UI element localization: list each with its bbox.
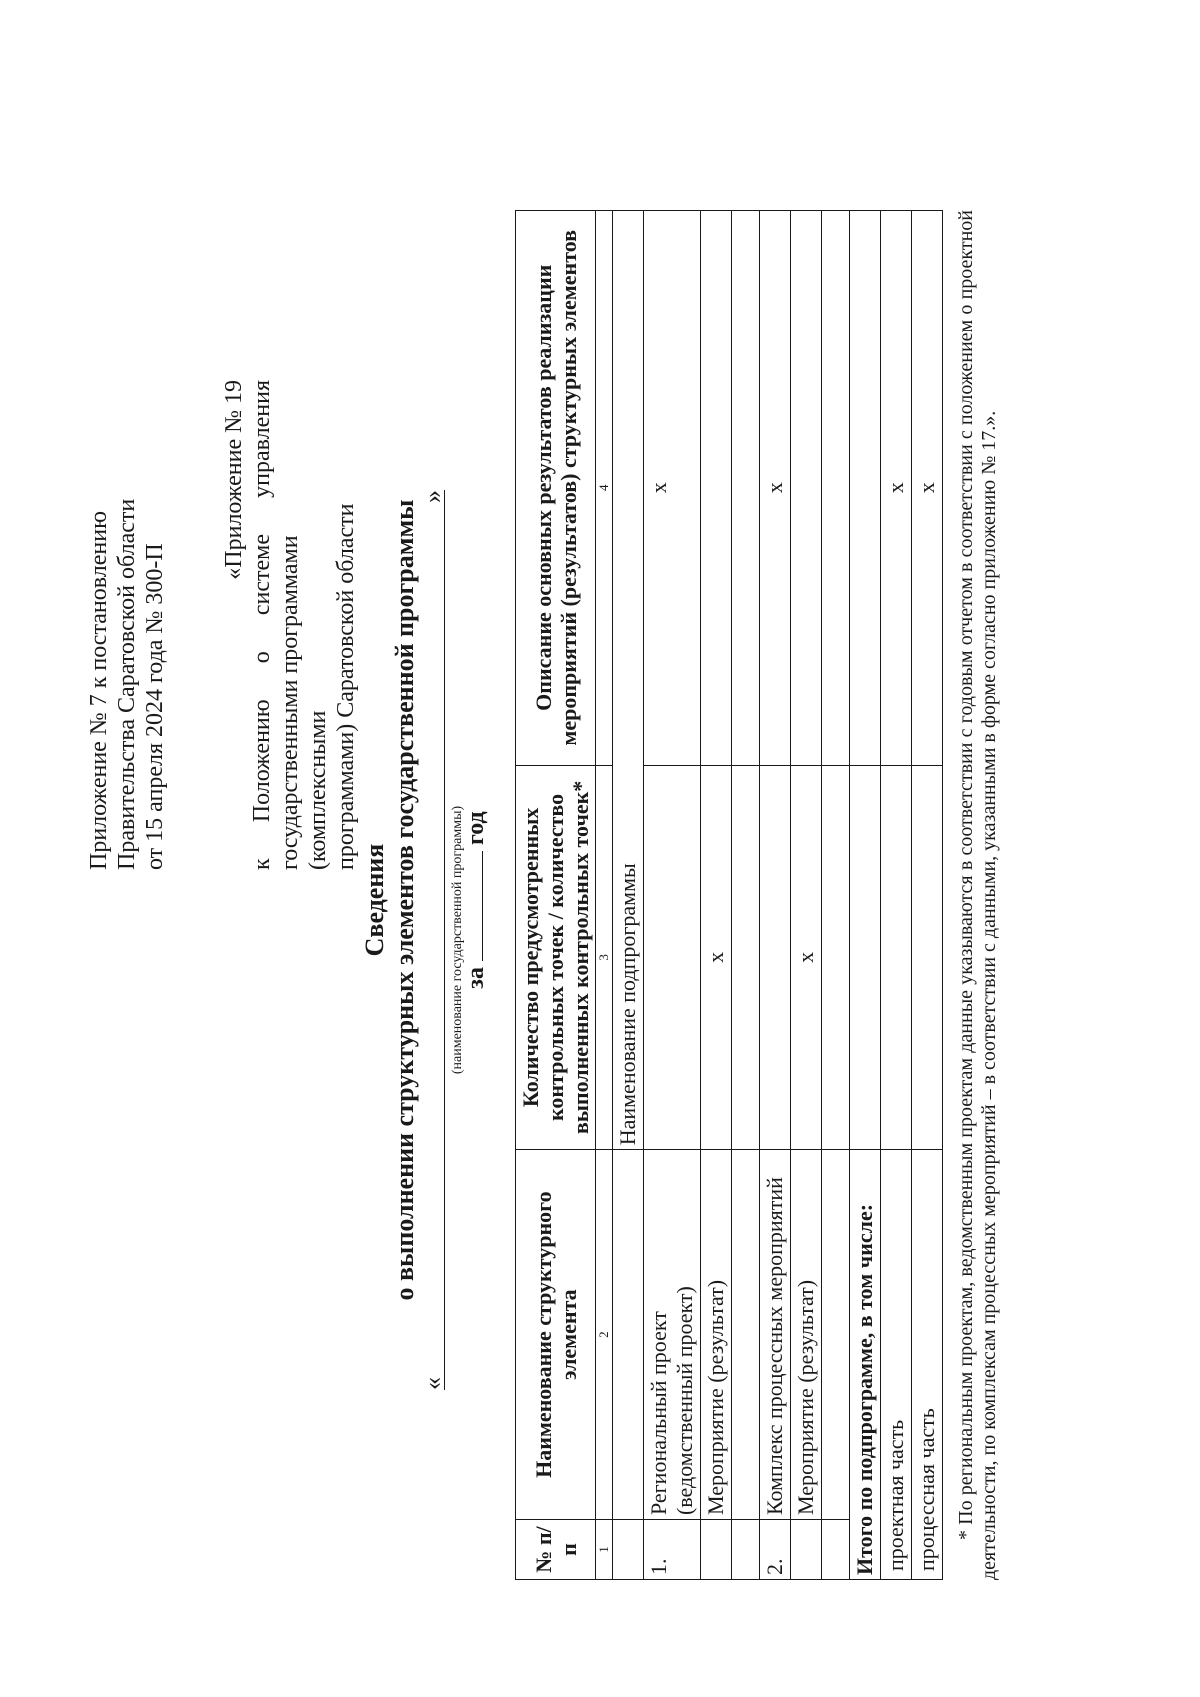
appendix-reference	[220, 380, 360, 870]
row-name: Мероприятие (результат)	[791, 1150, 822, 1520]
row-name: Мероприятие (результат)	[701, 1150, 732, 1520]
table-row	[791, 211, 822, 1580]
row-checkpoints: х	[791, 765, 822, 1150]
row-name: Региональный проект (ведомственный проект)	[644, 1150, 701, 1520]
quote-close: »	[418, 490, 447, 503]
table-row	[732, 211, 760, 1580]
row-checkpoints	[644, 765, 701, 1150]
appendix-ref-line-1: к Положению о системе управления	[249, 380, 275, 870]
for-label: за	[463, 967, 489, 989]
sub-row-results: х	[912, 211, 943, 766]
table-row	[760, 211, 791, 1580]
subprogram-label: Наименование подпрограммы	[613, 211, 644, 1150]
col-number-2: 2	[596, 1150, 613, 1520]
row-checkpoints: х	[701, 765, 732, 1150]
document-title	[360, 200, 420, 1600]
row-checkpoints	[732, 765, 760, 1150]
appendix-ref-line-2: государственными программами (комплексными	[277, 535, 331, 870]
appendix-ref-line-3: программами) Саратовской области	[333, 503, 359, 870]
header-name: Наименование структурного элемента	[516, 1150, 596, 1520]
resolution-reference	[85, 390, 169, 870]
row-name: Комплекс процессных мероприятий	[760, 1150, 791, 1520]
row-results: х	[760, 211, 791, 766]
row-checkpoints	[760, 765, 791, 1150]
structural-elements-table	[515, 210, 943, 1580]
table-row	[701, 211, 732, 1580]
sub-total-row	[912, 211, 943, 1580]
row-results	[822, 211, 850, 766]
rotated-page	[30, 80, 1130, 1600]
row-results	[791, 211, 822, 766]
header-num: № п/п	[516, 1520, 596, 1580]
col-number-4: 4	[596, 211, 613, 766]
row-results: х	[644, 211, 701, 766]
table-row	[644, 211, 701, 1580]
header-checkpoints: Количество предусмотренных контрольных точек / количество выполненных контрольных точек*	[516, 765, 596, 1150]
header-line-3: от 15 апреля 2024 года № 300-П	[142, 543, 168, 870]
footnote	[955, 210, 1001, 1580]
row-num	[822, 1520, 850, 1580]
col-number-1: 1	[596, 1520, 613, 1580]
title-line-2: о выполнении структурных элементов государственной программы	[390, 499, 419, 1301]
quote-open: «	[418, 1377, 447, 1390]
row-num	[732, 1520, 760, 1580]
table-header-row	[516, 211, 596, 1580]
title-line-1: Сведения	[360, 843, 389, 957]
row-num	[701, 1520, 732, 1580]
program-name-line	[418, 490, 445, 1390]
total-label: Итого по подпрограмме, в том числе:	[850, 1150, 881, 1580]
year-label: год	[463, 811, 489, 846]
row-name	[732, 1150, 760, 1520]
row-checkpoints	[822, 765, 850, 1150]
sub-row-results: х	[881, 211, 912, 766]
year-blank	[460, 851, 483, 961]
total-row	[850, 211, 881, 1580]
sub-row-name: проектная часть	[881, 1150, 912, 1580]
program-name-caption: (наименование государственной программы)	[450, 805, 465, 1075]
header-line-2: Правительства Саратовской области	[114, 498, 140, 870]
sub-row-name: процессная часть	[912, 1150, 943, 1580]
col-number-3: 3	[596, 765, 613, 1150]
header-line-1: Приложение № 7 к постановлению	[86, 510, 112, 870]
header-results: Описание основных результатов реализации мероприятий (результатов) структурных элементов	[516, 211, 596, 766]
appendix-number: «Приложение № 19	[221, 380, 247, 580]
row-num: 2.	[760, 1520, 791, 1580]
table-row	[822, 211, 850, 1580]
row-num: 1.	[644, 1520, 701, 1580]
subprogram-row	[613, 211, 644, 1580]
row-results	[701, 211, 732, 766]
column-number-row	[596, 211, 613, 1580]
row-results	[732, 211, 760, 766]
row-num	[791, 1520, 822, 1580]
sub-total-row	[881, 211, 912, 1580]
footnote-text: * По региональным проектам, ведомственным проектам данные указываются в соответствии с годовым отчетом в соответствии с положением о проектной деятельности, по комплексам процессных мероприятий – в соответствии с данными, указанными в форме согласно приложению № 17.».	[955, 210, 1000, 1580]
year-line	[460, 200, 490, 1600]
row-name	[822, 1150, 850, 1520]
